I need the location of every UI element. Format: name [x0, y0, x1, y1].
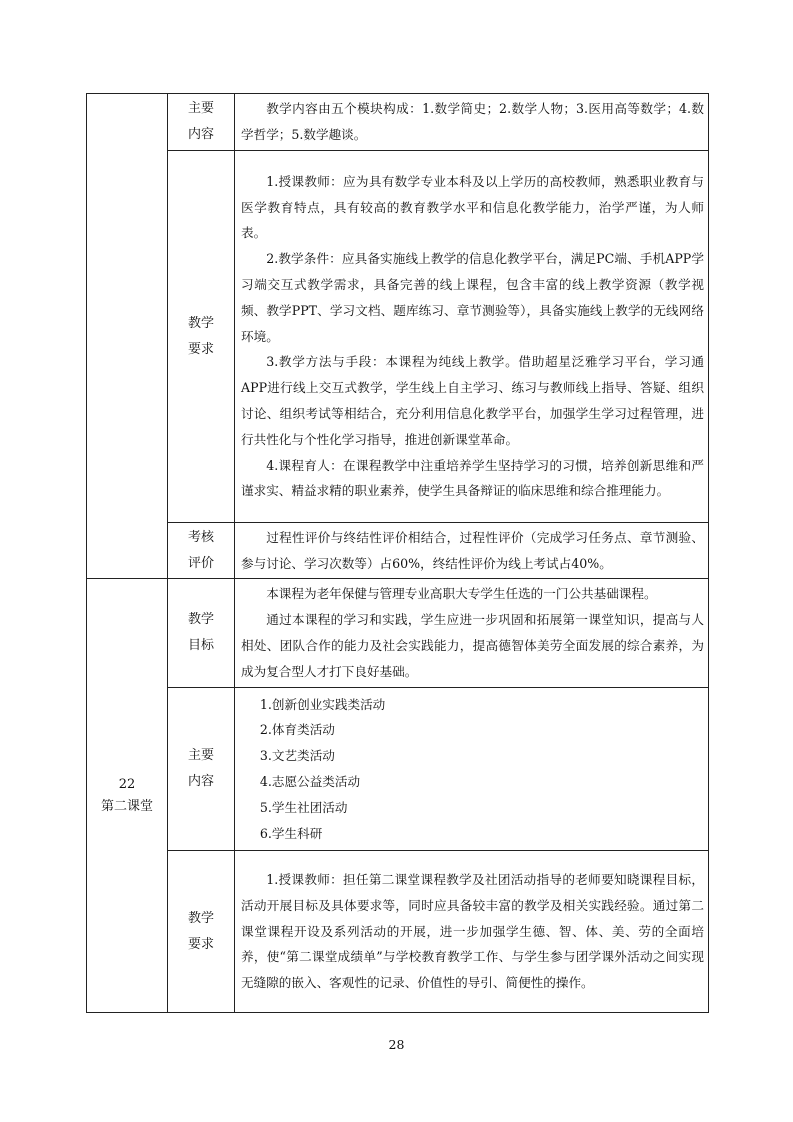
paragraph: 通过本课程的学习和实践，学生应进一步巩固和拓展第一课堂知识，提高与人相处、团队合作的能力及社会实践能力，提高德智体美劳全面发展的综合素养，为成为复合型人才打下良好基础。 [241, 612, 704, 679]
paragraph: 本课程为老年保健与管理专业高职大专学生任选的一门公共基础课程。 [266, 586, 657, 602]
row-label-assessment: 考核 评价 [168, 523, 235, 579]
list-item: 2.体育类活动 [259, 722, 335, 738]
teaching-goals-text [235, 579, 709, 688]
row-label-main-content: 主要 内容 [168, 688, 235, 851]
page-number: 28 [388, 1037, 405, 1052]
main-content-list [235, 688, 709, 851]
course-table [86, 93, 709, 1013]
table-row [87, 151, 709, 523]
row-label-main-content: 主要 内容 [168, 94, 235, 151]
paragraph: 1.授课教师：应为具有数学专业本科及以上学历的高校教师，熟悉职业教育与医学教育特点，具有较高的教育教学水平和信息化教学能力，治学严谨，为人师表。 [241, 173, 704, 241]
table-row [87, 851, 709, 1013]
table-row [87, 688, 709, 851]
list-item: 6.学生科研 [259, 825, 323, 841]
course-number-cell-blank [87, 94, 168, 579]
paragraph: 4.课程育人：在课程教学中注重培养学生坚持学习的习惯，培养创新思维和严谨求实、精益求精的职业素养，使学生具备辩证的临床思维和综合推理能力。 [241, 457, 704, 499]
row-label-teaching-requirements: 教学 要求 [168, 851, 235, 1013]
list-item: 1.创新创业实践类活动 [259, 696, 386, 712]
row-label-teaching-goals: 教学 目标 [168, 579, 235, 688]
row-label-teaching-requirements: 教学 要求 [168, 151, 235, 523]
table-row [87, 94, 709, 151]
assessment-text: 过程性评价与终结性评价相结合，过程性评价（完成学习任务点、章节测验、参与讨论、学习次数等）占60%，终结性评价为线上考试占40%。 [235, 523, 709, 579]
table-row [87, 579, 709, 688]
paragraph: 2.教学条件：应具备实施线上教学的信息化教学平台，满足PC端、手机APP学习端交互式教学需求，具备完善的线上课程，包含丰富的线上教学资源（教学视频、教学PPT、学习文档、题库练习、章节测验等），具备实施线上教学的无线网络环境。 [241, 251, 704, 344]
course-number: 22 [118, 776, 136, 792]
list-item: 5.学生社团活动 [259, 799, 348, 815]
table-row [87, 523, 709, 579]
course-number-cell [87, 579, 168, 1013]
course-name: 第二课堂 [100, 798, 153, 814]
main-content-text: 教学内容由五个模块构成：1.数学简史；2.数学人物；3.医用高等数学；4.数学哲学；5.数学趣谈。 [235, 94, 709, 151]
list-item: 4.志愿公益类活动 [259, 774, 361, 789]
teaching-requirements-text [235, 151, 709, 523]
paragraph: 3.教学方法与手段：本课程为纯线上教学。借助超星泛雅学习平台，学习通APP进行线上交互式教学，学生线上自主学习、练习与教师线上指导、答疑、组织讨论、组织考试等相结合，充分利用信息化教学平台，加强学生学习过程管理，进行共性化与个性化学习指导，推进创新课堂革命。 [241, 354, 704, 447]
list-item: 3.文艺类活动 [259, 748, 335, 764]
teaching-requirements-text: 1.授课教师：担任第二课堂课程教学及社团活动指导的老师要知晓课程目标，活动开展目标及具体要求等，同时应具备较丰富的教学及相关实践经验。通过第二课堂课程开设及系列活动的开展，进一步加强学生德、智、体、美、劳的全面培养，使“第二课堂成绩单”与学校教育教学工作、与学生参与团学课外活动之间实现无缝隙的嵌入、客观性的记录、价值性的导引、简便性的操作。 [235, 851, 709, 1013]
